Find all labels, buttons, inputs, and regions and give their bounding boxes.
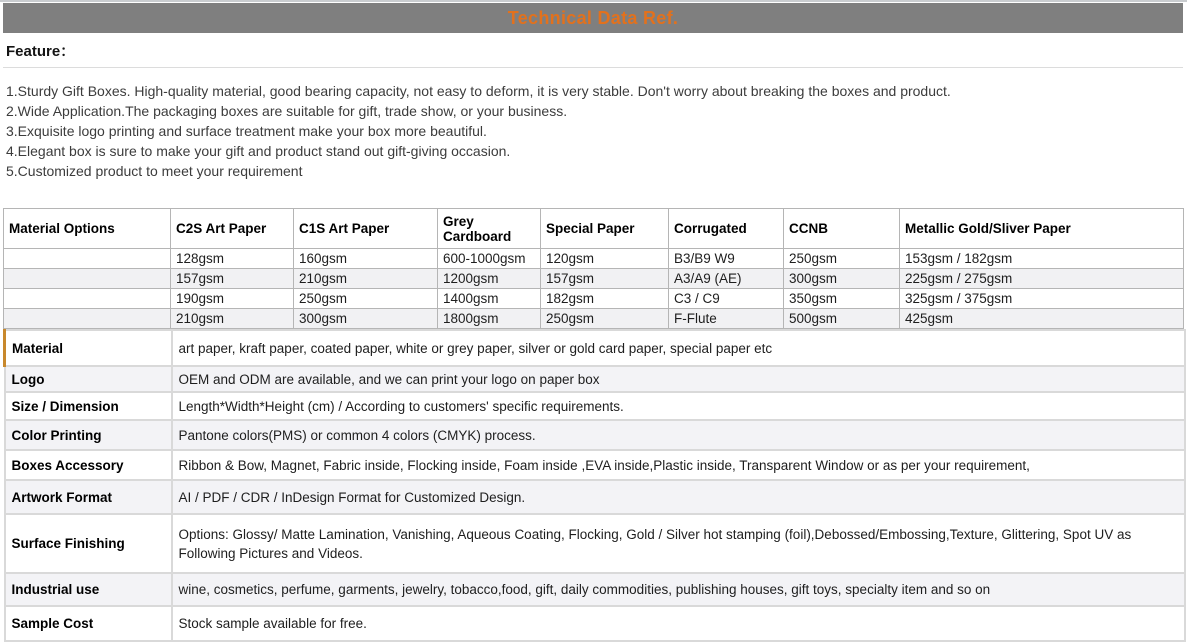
feature-item: 4.Elegant box is sure to make your gift and product stand out gift-giving occasion. xyxy=(6,143,511,159)
gsm-cell: 1400gsm xyxy=(438,289,541,309)
spec-value: Pantone colors(PMS) or common 4 colors (CMYK) process. xyxy=(172,420,1185,450)
spec-label: Industrial use xyxy=(5,573,172,606)
spec-label: Artwork Format xyxy=(5,480,172,514)
spec-row-boxes-accessory xyxy=(5,450,1185,480)
column-header-c2s-art-paper: C2S Art Paper xyxy=(171,209,294,249)
gsm-cell: 1200gsm xyxy=(438,269,541,289)
spec-row-material xyxy=(5,330,1185,366)
material-options-table xyxy=(3,208,1184,329)
spec-table xyxy=(3,329,1186,642)
gsm-cell: 425gsm xyxy=(900,309,1184,329)
gsm-cell xyxy=(4,289,171,309)
gsm-cell: 350gsm xyxy=(784,289,900,309)
gsm-cell: 225gsm / 275gsm xyxy=(900,269,1184,289)
column-header-material-options: Material Options xyxy=(4,209,171,249)
gsm-cell: 153gsm / 182gsm xyxy=(900,249,1184,269)
gsm-cell: 300gsm xyxy=(294,309,438,329)
feature-heading: Feature： xyxy=(3,33,1183,68)
gsm-cell: 250gsm xyxy=(541,309,669,329)
feature-item: 3.Exquisite logo printing and surface treatment make your box more beautiful. xyxy=(6,123,487,139)
feature-item: 5.Customized product to meet your requirement xyxy=(6,163,303,179)
feature-item: 2.Wide Application.The packaging boxes are suitable for gift, trade show, or your business. xyxy=(6,103,568,119)
column-header-c1s-art-paper: C1S Art Paper xyxy=(294,209,438,249)
gsm-cell: 210gsm xyxy=(294,269,438,289)
gsm-cell: 300gsm xyxy=(784,269,900,289)
page-title: Technical Data Ref. xyxy=(507,7,679,28)
gsm-cell xyxy=(4,309,171,329)
title-bar xyxy=(3,3,1183,33)
spec-label: Color Printing xyxy=(5,420,172,450)
table-row xyxy=(4,249,1184,269)
gsm-cell: 500gsm xyxy=(784,309,900,329)
table-header-row xyxy=(4,209,1184,249)
spec-label: Sample Cost xyxy=(5,606,172,641)
gsm-cell: F-Flute xyxy=(669,309,784,329)
feature-item: 1.Sturdy Gift Boxes. High-quality material, good bearing capacity, not easy to deform, it is very stable. Don't worry about breaking the boxes and product. xyxy=(6,83,951,99)
spec-row-color-printing xyxy=(5,420,1185,450)
gsm-cell: 182gsm xyxy=(541,289,669,309)
gsm-cell: 325gsm / 375gsm xyxy=(900,289,1184,309)
spec-label: Logo xyxy=(5,366,172,392)
column-header-ccnb: CCNB xyxy=(784,209,900,249)
gsm-cell: 210gsm xyxy=(171,309,294,329)
spec-label: Size / Dimension xyxy=(5,392,172,420)
spec-value: art paper, kraft paper, coated paper, white or grey paper, silver or gold card paper, special paper etc xyxy=(172,330,1185,366)
spec-value: Options: Glossy/ Matte Lamination, Vanishing, Aqueous Coating, Flocking, Gold / Silver hot stamping (foil),Debossed/Embossing,Texture, Glittering, Spot UV as Following Pictures and Videos. xyxy=(172,514,1185,573)
gsm-cell: 157gsm xyxy=(541,269,669,289)
spec-row-industrial-use xyxy=(5,573,1185,606)
gsm-cell: 1800gsm xyxy=(438,309,541,329)
gsm-cell xyxy=(4,269,171,289)
feature-list xyxy=(3,68,1183,181)
spec-value: wine, cosmetics, perfume, garments, jewelry, tobacco,food, gift, daily commodities, publishing houses, gift toys, specialty item and so on xyxy=(172,573,1185,606)
spec-value: Length*Width*Height (cm) / According to customers' specific requirements. xyxy=(172,392,1185,420)
gsm-cell: 157gsm xyxy=(171,269,294,289)
spec-label: Boxes Accessory xyxy=(5,450,172,480)
column-header-metallic-paper: Metallic Gold/Sliver Paper xyxy=(900,209,1184,249)
column-header-grey-cardboard: Grey Cardboard xyxy=(438,209,541,249)
gsm-cell: 600-1000gsm xyxy=(438,249,541,269)
gsm-cell: B3/B9 W9 xyxy=(669,249,784,269)
spec-value: OEM and ODM are available, and we can print your logo on paper box xyxy=(172,366,1185,392)
gsm-cell: 128gsm xyxy=(171,249,294,269)
spec-value: Stock sample available for free. xyxy=(172,606,1185,641)
gsm-cell: 250gsm xyxy=(294,289,438,309)
spec-label: Surface Finishing xyxy=(5,514,172,573)
gsm-cell xyxy=(4,249,171,269)
gsm-cell: 120gsm xyxy=(541,249,669,269)
gsm-cell: A3/A9 (AE) xyxy=(669,269,784,289)
spec-row-surface-finishing xyxy=(5,514,1185,573)
spec-row-artwork-format xyxy=(5,480,1185,514)
gsm-cell: 250gsm xyxy=(784,249,900,269)
table-row xyxy=(4,309,1184,329)
spec-value: Ribbon & Bow, Magnet, Fabric inside, Flocking inside, Foam inside ,EVA inside,Plastic inside, Transparent Window or as per your requirement, xyxy=(172,450,1185,480)
column-header-special-paper: Special Paper xyxy=(541,209,669,249)
table-row xyxy=(4,269,1184,289)
spec-value: AI / PDF / CDR / InDesign Format for Customized Design. xyxy=(172,480,1185,514)
spec-row-logo xyxy=(5,366,1185,392)
gsm-cell: 190gsm xyxy=(171,289,294,309)
table-row xyxy=(4,289,1184,309)
gsm-cell: C3 / C9 xyxy=(669,289,784,309)
column-header-corrugated: Corrugated xyxy=(669,209,784,249)
spec-label: Material xyxy=(5,330,172,366)
spec-row-sample-cost xyxy=(5,606,1185,641)
gsm-cell: 160gsm xyxy=(294,249,438,269)
spec-row-size-dimension xyxy=(5,392,1185,420)
